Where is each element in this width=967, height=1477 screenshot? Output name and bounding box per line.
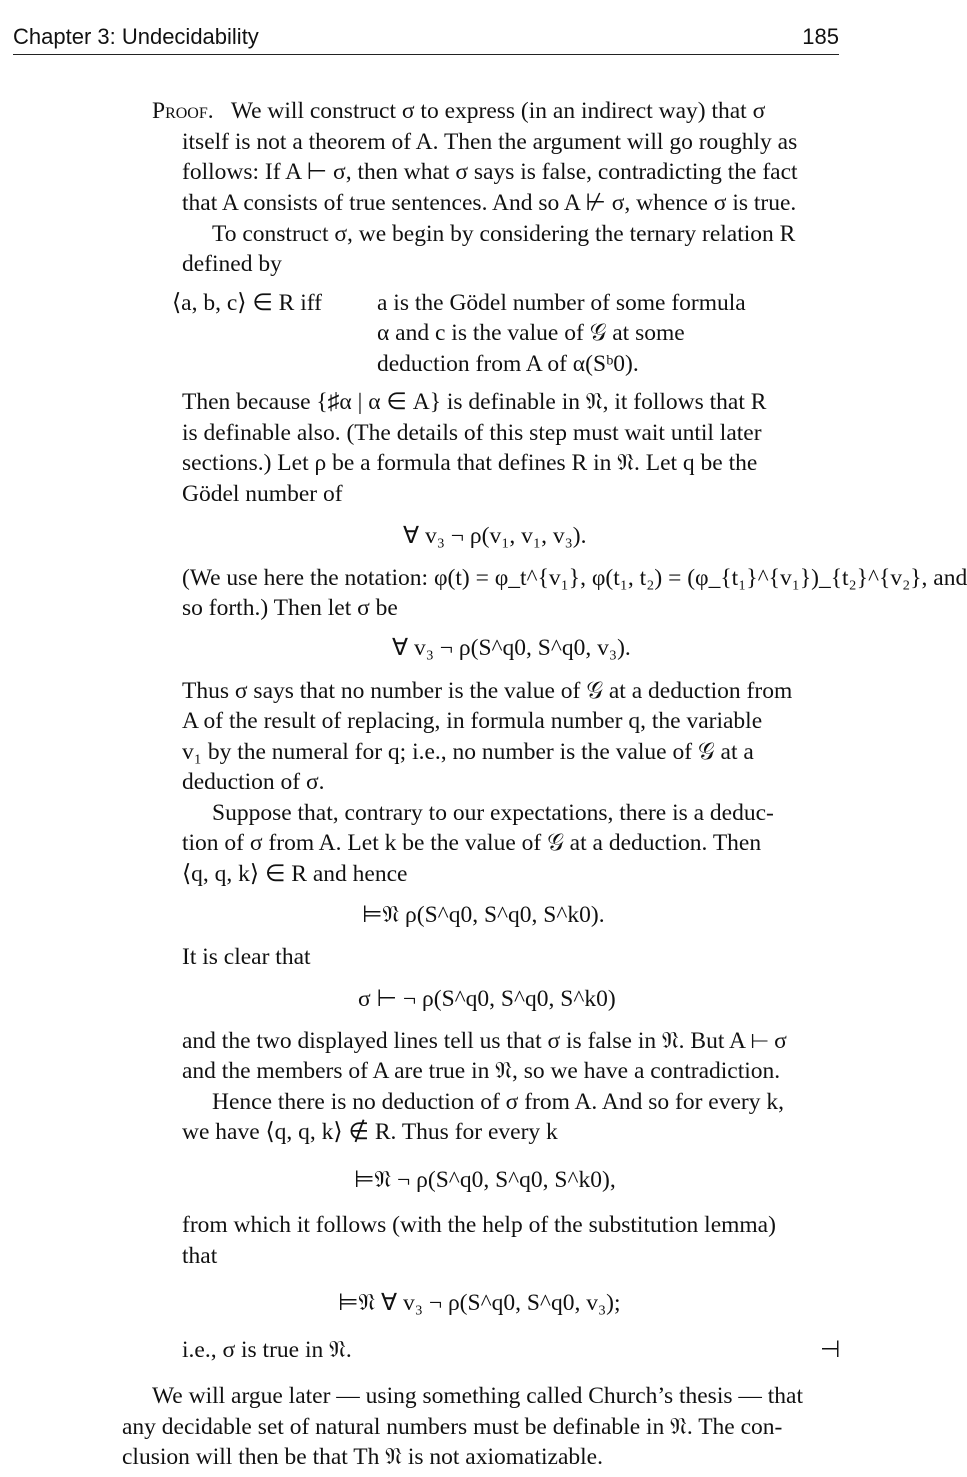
para7-line-1: and the two displayed lines tell us that σ is false in 𝔑. But A ⊢ σ: [182, 1028, 787, 1054]
closing-line-3: clusion will then be that Th 𝔑 is not axiomatizable.: [122, 1444, 603, 1470]
para7-line-4: we have ⟨q, q, k⟩ ∉ R. Thus for every k: [182, 1119, 558, 1145]
para2-line-3: sections.) Let ρ be a formula that defines R in 𝔑. Let q be the: [182, 450, 758, 476]
para5-line-3: ⟨q, q, k⟩ ∈ R and hence: [182, 861, 408, 887]
para8-line-2: that: [182, 1243, 218, 1269]
para6-line: It is clear that: [182, 944, 311, 970]
proof-label: Proof.: [152, 98, 214, 124]
para2-line-4: Gödel number of: [182, 481, 343, 507]
closing-line-1: We will argue later — using something called Church’s thesis — that: [152, 1383, 803, 1409]
para5-line-2: tion of σ from A. Let k be the value of 𝒢 at a deduction. Then: [182, 830, 762, 856]
para9-line: i.e., σ is true in 𝔑.: [182, 1337, 352, 1363]
page-number: 185: [802, 24, 839, 49]
para7-line-2: and the members of A are true in 𝔑, so we have a contradiction.: [182, 1058, 781, 1084]
display-formula-5: ⊨𝔑 ¬ ρ(S^q0, S^q0, S^k0),: [354, 1167, 616, 1193]
para2-line-1: Then because {♯α | α ∈ A} is definable in 𝔑, it follows that R: [182, 389, 767, 415]
display-formula-4: σ ⊢ ¬ ρ(S^q0, S^q0, S^k0): [358, 986, 616, 1012]
para7-line-3: Hence there is no deduction of σ from A. And so for every k,: [212, 1089, 784, 1115]
proof-line-6: defined by: [182, 251, 282, 277]
page-header: [13, 22, 839, 55]
closing-line-2: any decidable set of natural numbers must be definable in 𝔑. The con-: [122, 1414, 783, 1440]
para4-line-3: v₁ by the numeral for q; i.e., no number is the value of 𝒢 at a: [182, 739, 754, 765]
relation-rhs-1: a is the Gödel number of some formula: [377, 290, 746, 316]
qed-symbol: ⊣: [820, 1337, 841, 1363]
proof-line-2: itself is not a theorem of A. Then the argument will go roughly as: [182, 129, 798, 155]
para8-line-1: from which it follows (with the help of the substitution lemma): [182, 1212, 776, 1238]
para4-line-1: Thus σ says that no number is the value of 𝒢 at a deduction from: [182, 678, 793, 704]
display-formula-6: ⊨𝔑 ∀ v₃ ¬ ρ(S^q0, S^q0, v₃);: [338, 1290, 621, 1316]
display-formula-1: ∀ v₃ ¬ ρ(v₁, v₁, v₃).: [403, 523, 587, 549]
display-formula-3: ⊨𝔑 ρ(S^q0, S^q0, S^k0).: [362, 902, 605, 928]
para5-line-1: Suppose that, contrary to our expectations, there is a deduc-: [212, 800, 774, 826]
display-formula-2: ∀ v₃ ¬ ρ(S^q0, S^q0, v₃).: [392, 635, 631, 661]
chapter-title: Chapter 3: Undecidability: [13, 24, 259, 49]
para2-line-2: is definable also. (The details of this step must wait until later: [182, 420, 762, 446]
para4-line-2: A of the result of replacing, in formula number q, the variable: [182, 708, 763, 734]
proof-line-1: Proof. We will construct σ to express (in an indirect way) that σ: [152, 98, 766, 124]
proof-line-5: To construct σ, we begin by considering the ternary relation R: [212, 221, 796, 247]
para4-line-4: deduction of σ.: [182, 769, 325, 795]
proof-line-3: follows: If A ⊢ σ, then what σ says is false, contradicting the fact: [182, 159, 798, 185]
relation-rhs-3: deduction from A of α(Sᵇ0).: [377, 351, 639, 377]
relation-rhs-2: α and c is the value of 𝒢 at some: [377, 320, 685, 346]
para3-line-1: (We use here the notation: φ(t) = φ_t^{v₁}, φ(t₁, t₂) = (φ_{t₁}^{v₁})_{t₂}^{v₂}, and: [182, 565, 967, 591]
para3-line-2: so forth.) Then let σ be: [182, 595, 398, 621]
relation-lhs: ⟨a, b, c⟩ ∈ R iff: [172, 290, 322, 316]
proof-line-4: that A consists of true sentences. And so A ⊬ σ, whence σ is true.: [182, 190, 797, 216]
